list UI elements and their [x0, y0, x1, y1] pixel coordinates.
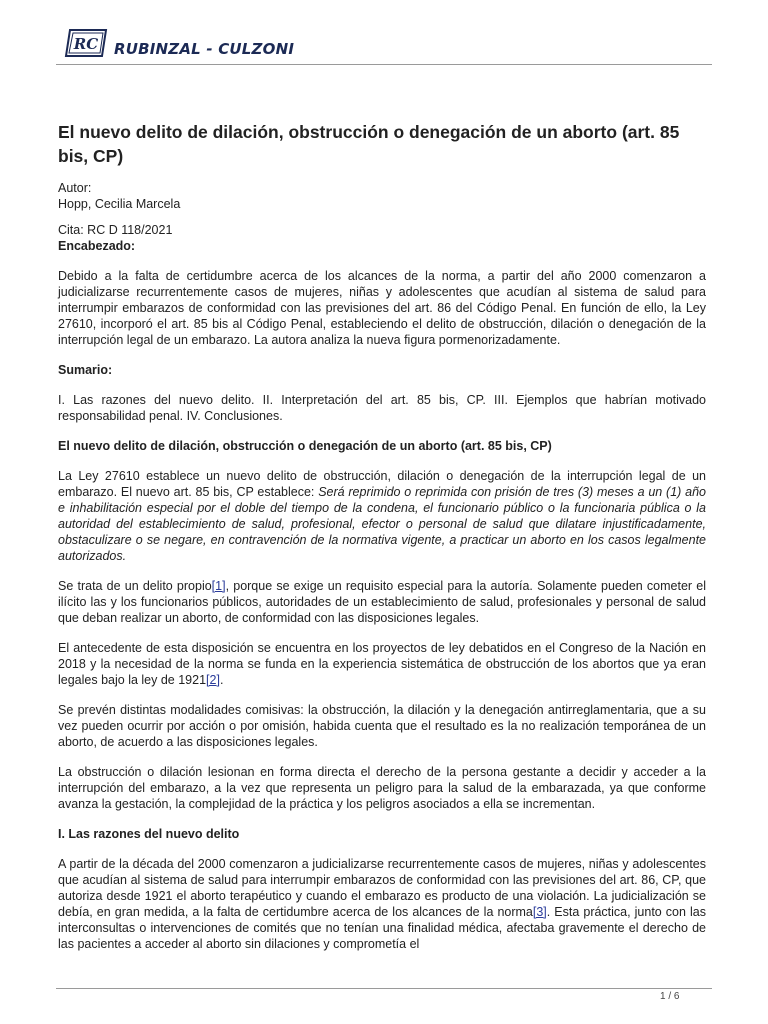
paragraph-3-text: El antecedente de esta disposición se encuentra en los proyectos de ley debatidos en el Congreso de la Nación en 2018 y la necesidad de la norma se funda en la experiencia sistemática de obstrucción de los abortos que ya eran legales bajo la ley de 1921	[58, 641, 706, 687]
paragraph-3-text-end: .	[219, 673, 224, 687]
paragraph-1	[58, 468, 706, 564]
paragraph-2	[58, 578, 706, 626]
paragraph-6-text: A partir de la década del 2000 comenzaron a judicializarse recurrentemente casos de mujeres, niñas y adolescentes que acudían al sistema de salud para interrumpir embarazos de conformidad con las previsiones del art. 86, CP, que autoriza desde 1921 el aborto terapéutico y cuando el embarazo es producto de una violación. La judicialización se debía, en gran medida, a la falta de certidumbre acerca de los alcances de la norma	[58, 857, 706, 919]
rubinzal-culzoni-logo-icon	[64, 28, 108, 58]
paragraph-4: Se prevén distintas modalidades comisivas: la obstrucción, la dilación y la denegación antirreglamentaria, que a su vez pueden ocurrir por acción o por omisión, habida cuenta que el resultado es la no realización temporánea de un aborto, de acuerdo a las disposiciones legales.	[58, 703, 706, 749]
article-quote: Será reprimido o reprimida con prisión de tres (3) meses a un (1) año e inhabilitación especial por el doble del tiempo de la condena, el funcionario público o la funcionaria pública o la autoridad del establecimiento de salud, profesional, efector o personal de salud que dilatare injustificadamente, obstaculizare o se negare, en contravención de la normativa vigente, a practicar un aborto en los casos legalmente autorizados.	[58, 485, 706, 563]
paragraph-1-text: La Ley 27610 establece un nuevo delito de obstrucción, dilación o denegación de la interrupción legal de un embarazo. El nuevo art. 85 bis, CP establece:	[58, 469, 706, 499]
footer-divider	[56, 988, 712, 989]
sumario-label: Sumario:	[58, 363, 113, 377]
citation: Cita: RC D 118/2021	[58, 223, 173, 237]
document-title: El nuevo delito de dilación, obstrucción o denegación de un aborto (art. 85 bis, CP)	[58, 122, 680, 166]
paragraph-2-text: Se trata de un delito propio	[58, 579, 212, 593]
section-heading: El nuevo delito de dilación, obstrucción o denegación de un aborto (art. 85 bis, CP)	[58, 439, 552, 453]
author-label: Autor:	[58, 181, 92, 195]
paragraph-3	[58, 640, 706, 688]
publisher-name: RUBINZAL - CULZONI	[114, 40, 295, 58]
author-name: Hopp, Cecilia Marcela	[58, 197, 181, 211]
page-number: 1 / 6	[660, 991, 680, 1002]
paragraph-6-text-end: . Esta práctica, junto con las interconsultas o intervenciones de comités que no tenían una finalidad médica, afectaba gravemente el derecho de las pacientes a acceder al aborto sin dilaciones y comprometía el	[58, 905, 706, 951]
document-header	[56, 24, 712, 68]
footnote-link-1[interactable]: [1]	[211, 579, 226, 593]
paragraph-5: La obstrucción o dilación lesionan en forma directa el derecho de la persona gestante a decidir y acceder a la interrupción del embarazo, a la vez que representa un peligro para la salud de la embarazada, ya que conforme avanza la gestación, la complejidad de la práctica y los peligros asociados a ella se incrementan.	[58, 765, 706, 811]
footnote-link-2[interactable]: [2]	[206, 673, 220, 687]
footnote-link-3[interactable]: [3]	[532, 905, 547, 919]
encabezado-label: Encabezado:	[58, 239, 136, 253]
paragraph-6	[58, 856, 706, 952]
sumario-paragraph: I. Las razones del nuevo delito. II. Interpretación del art. 85 bis, CP. III. Ejemplos que habrían motivado responsabilidad penal. IV. Conclusiones.	[58, 393, 706, 423]
header-divider	[56, 64, 712, 65]
logo-mark-text: RC	[73, 35, 99, 53]
encabezado-paragraph: Debido a la falta de certidumbre acerca de los alcances de la norma, a partir del año 2000 comenzaron a judicializarse recurrentemente casos de mujeres, niñas y adolescentes que acudían al sistema de salud para interrumpir embarazos de conformidad con las previsiones del art. 86 del Código Penal. En función de ello, la Ley 27610, incorporó el art. 85 bis al Código Penal, estableciendo el delito de obstrucción, dilación o denegación de la interrupción legal de un embarazo. La autora analiza la nueva figura pormenorizadamente.	[58, 269, 706, 347]
section-1-heading: I. Las razones del nuevo delito	[58, 827, 240, 841]
paragraph-2-text-end: , porque se exige un requisito especial para la autoría. Solamente pueden cometer el ilícito las y los funcionarios públicos, autoridades de un establecimiento de salud, profesionales y personal de salud que deban realizar un aborto, de conformidad con las disposiciones legales.	[58, 579, 706, 625]
document-body	[58, 120, 706, 952]
